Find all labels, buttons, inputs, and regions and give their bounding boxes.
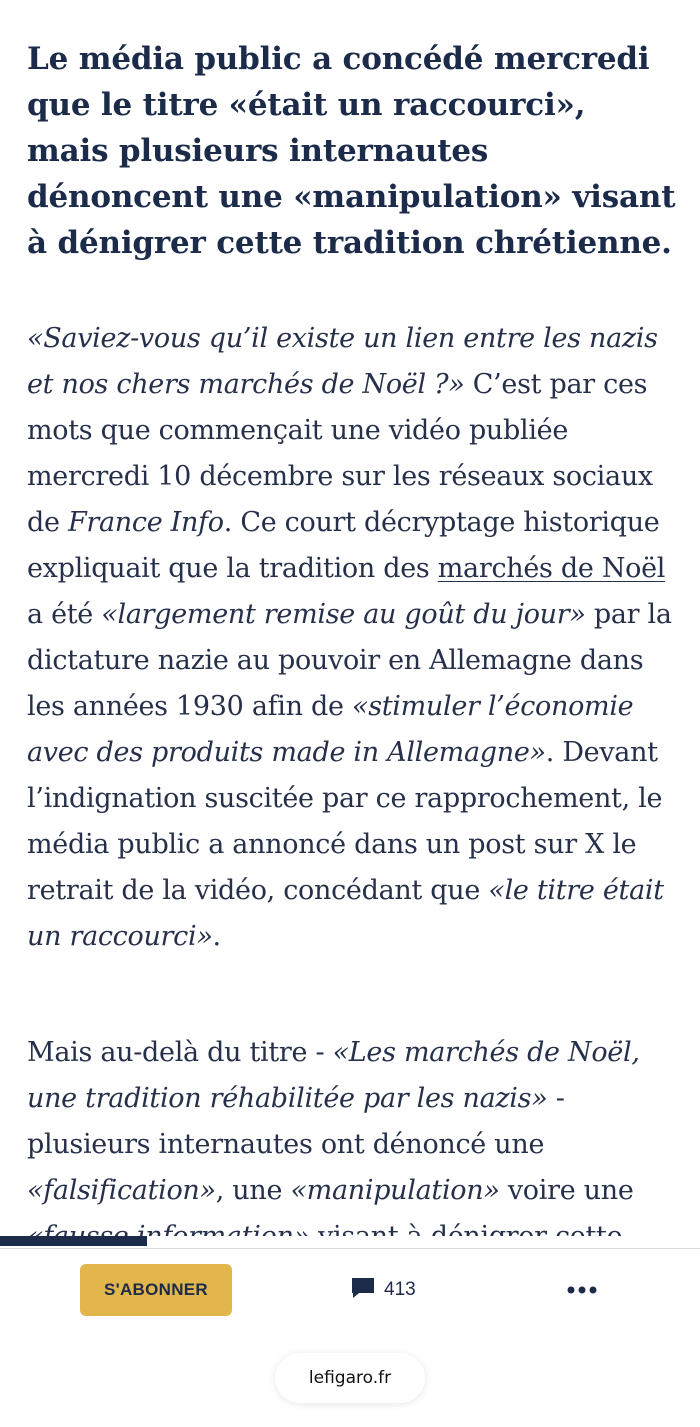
text: . Devant l’indignation suscitée par ce rapprochement, le média public a annoncé dans un post sur X le retrait de la vidéo, concédant que [27,737,663,906]
marches-de-noel-link[interactable]: marchés de Noël [437,553,666,584]
text: - plusieurs internautes ont dénoncé une [27,1083,565,1160]
bottom-toolbar [0,1249,700,1427]
comments-button[interactable] [350,1273,416,1307]
text: par la dictature nazie au pouvoir en Allemagne dans les années 1930 afin de [27,599,672,722]
comment-bubble-icon [350,1275,376,1306]
quote: «Saviez-vous qu’il existe un lien entre les nazis et nos chers marchés de Noël ?» [27,323,658,400]
text: . [212,921,221,952]
url-text: lefigaro.fr [308,1368,392,1388]
comment-count: 413 [384,1279,416,1300]
text: , une [215,1175,291,1206]
quote: «stimuler l’économie avec des produits made in Allemagne» [27,691,634,768]
reading-progress-bar [0,1236,700,1249]
text: voire une [499,1175,634,1206]
quote: «le titre était un raccourci» [27,875,664,952]
text: Mais au-delà du titre - [27,1037,333,1068]
browser-address-bar[interactable] [275,1353,425,1403]
quote: «Les marchés de Noël, une tradition réhabilitée par les nazis» [27,1037,640,1114]
quote: «falsification» [27,1175,216,1206]
more-options-button[interactable] [562,1275,602,1305]
source-name: France Info [67,507,224,538]
quote: «manipulation» [290,1175,500,1206]
text: . Ce court décryptage historique expliquait que la tradition des [27,507,660,584]
article-paragraph [27,1030,675,1260]
reading-progress-fill [0,1236,147,1246]
more-dots-icon [567,1281,597,1299]
article-paragraph [27,316,675,960]
quote: «largement remise au goût du jour» [101,599,586,630]
text: C’est par ces mots que commençait une vidéo publiée mercredi 10 décembre sur les réseaux sociaux de [27,369,653,538]
text: a été [27,599,102,630]
article-lead: Le média public a concédé mercredi que le titre «était un raccourci», mais plusieurs internautes dénoncent une «manipulation» visant à dénigrer cette tradition chrétienne. [27,41,676,261]
subscribe-button[interactable]: S'ABONNER [80,1264,232,1316]
